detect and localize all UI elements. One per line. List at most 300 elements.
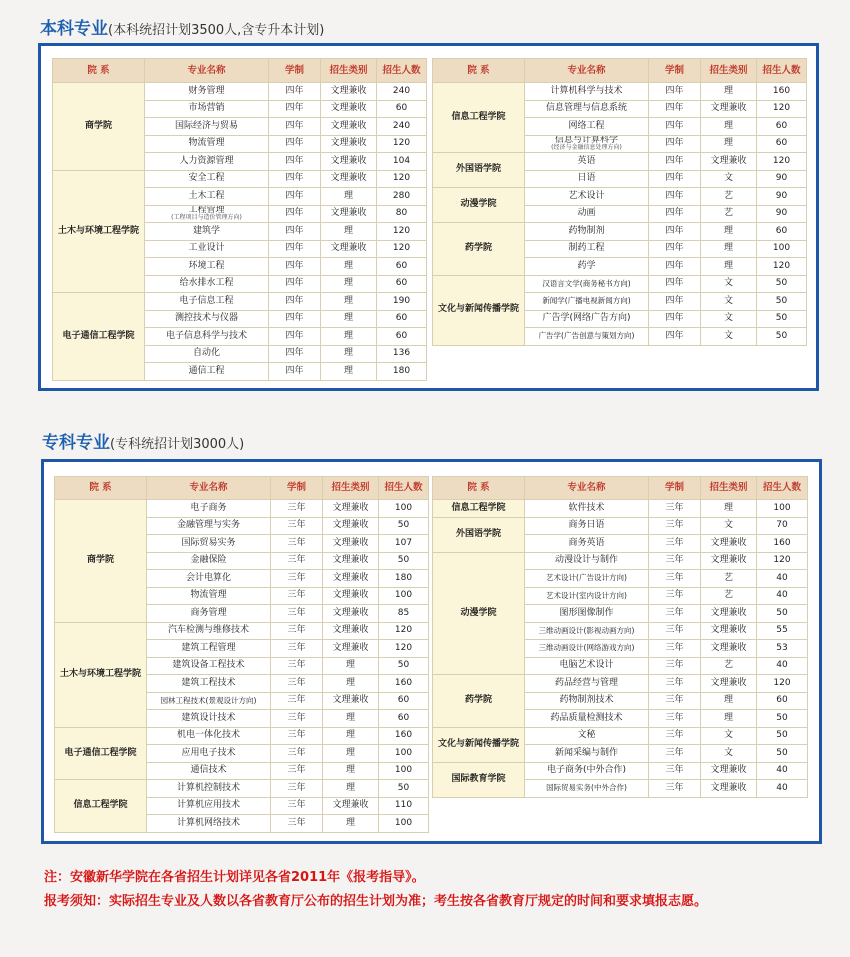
count-cell: 60 bbox=[379, 692, 429, 710]
years-cell: 三年 bbox=[271, 780, 323, 798]
years-cell: 三年 bbox=[271, 640, 323, 658]
category-cell: 文理兼收 bbox=[321, 118, 377, 136]
category-cell: 理 bbox=[701, 135, 757, 153]
major-header: 专业名称 bbox=[525, 59, 649, 83]
years-cell: 三年 bbox=[649, 587, 701, 605]
count-cell: 240 bbox=[377, 118, 427, 136]
major-cell: 环境工程 bbox=[145, 258, 269, 276]
major-cell bbox=[145, 205, 269, 223]
years-cell: 三年 bbox=[649, 640, 701, 658]
years-cell: 四年 bbox=[269, 310, 321, 328]
years-cell: 四年 bbox=[649, 205, 701, 223]
major-cell: 计算机控制技术 bbox=[147, 780, 271, 798]
category-cell: 理 bbox=[323, 780, 379, 798]
count-cell: 60 bbox=[377, 275, 427, 293]
major-direction: (工程项目与造价管理方向) bbox=[171, 214, 242, 222]
count-header: 招生人数 bbox=[377, 59, 427, 83]
table-row bbox=[433, 153, 807, 171]
years-header: 学制 bbox=[649, 59, 701, 83]
years-cell: 三年 bbox=[649, 692, 701, 710]
count-cell: 100 bbox=[757, 500, 808, 518]
count-cell: 60 bbox=[757, 692, 808, 710]
count-cell: 53 bbox=[757, 640, 808, 658]
dept-name-cell: 动漫学院 bbox=[433, 552, 525, 675]
years-cell: 三年 bbox=[271, 727, 323, 745]
category-cell: 文理兼收 bbox=[701, 640, 757, 658]
note-line-1: 注：安徽新华学院在各省招生计划详见各省2011年《报考指导》。 bbox=[44, 870, 425, 885]
years-cell: 三年 bbox=[271, 552, 323, 570]
dept-header: 院 系 bbox=[433, 59, 525, 83]
years-cell: 三年 bbox=[649, 727, 701, 745]
category-header: 招生类别 bbox=[701, 59, 757, 83]
category-cell: 理 bbox=[701, 240, 757, 258]
years-header: 学制 bbox=[271, 477, 323, 500]
major-cell: 安全工程 bbox=[145, 170, 269, 188]
years-cell: 三年 bbox=[649, 500, 701, 518]
category-header: 招生类别 bbox=[323, 477, 379, 500]
table-row bbox=[53, 170, 427, 188]
category-cell: 理 bbox=[701, 692, 757, 710]
major-cell: 艺术设计(广告设计方向) bbox=[525, 570, 649, 588]
years-cell: 四年 bbox=[649, 240, 701, 258]
category-cell: 艺 bbox=[701, 570, 757, 588]
major-cell: 会计电算化 bbox=[147, 570, 271, 588]
benke-section-title bbox=[40, 14, 324, 39]
count-cell: 50 bbox=[379, 552, 429, 570]
count-cell: 40 bbox=[757, 762, 808, 780]
major-cell: 药品经营与管理 bbox=[525, 675, 649, 693]
years-cell: 三年 bbox=[649, 762, 701, 780]
major-cell: 制药工程 bbox=[525, 240, 649, 258]
count-cell: 100 bbox=[379, 587, 429, 605]
count-cell: 40 bbox=[757, 587, 808, 605]
count-cell: 90 bbox=[757, 188, 807, 206]
major-cell: 商务管理 bbox=[147, 605, 271, 623]
years-cell: 四年 bbox=[649, 100, 701, 118]
count-cell: 55 bbox=[757, 622, 808, 640]
years-cell: 四年 bbox=[649, 310, 701, 328]
category-cell: 理 bbox=[321, 293, 377, 311]
category-cell: 艺 bbox=[701, 188, 757, 206]
years-cell: 三年 bbox=[271, 517, 323, 535]
count-cell: 60 bbox=[377, 258, 427, 276]
count-cell: 60 bbox=[757, 223, 807, 241]
major-cell: 商务英语 bbox=[525, 535, 649, 553]
table-header-row bbox=[433, 59, 807, 83]
category-cell: 理 bbox=[323, 657, 379, 675]
years-cell: 四年 bbox=[269, 345, 321, 363]
table-header-row bbox=[433, 477, 808, 500]
years-cell: 四年 bbox=[269, 83, 321, 101]
category-cell: 文理兼收 bbox=[321, 170, 377, 188]
category-cell: 文理兼收 bbox=[323, 570, 379, 588]
major-cell: 英语 bbox=[525, 153, 649, 171]
major-cell: 国际经济与贸易 bbox=[145, 118, 269, 136]
years-cell: 三年 bbox=[649, 745, 701, 763]
major-header: 专业名称 bbox=[145, 59, 269, 83]
category-cell: 文 bbox=[701, 328, 757, 346]
major-cell: 商务日语 bbox=[525, 517, 649, 535]
count-cell: 50 bbox=[757, 275, 807, 293]
major-cell: 广告学(广告创意与策划方向) bbox=[525, 328, 649, 346]
category-cell: 理 bbox=[701, 710, 757, 728]
category-cell: 文理兼收 bbox=[321, 205, 377, 223]
category-cell: 理 bbox=[321, 275, 377, 293]
years-cell: 三年 bbox=[649, 780, 701, 798]
count-header: 招生人数 bbox=[757, 477, 808, 500]
major-cell: 汽车检测与维修技术 bbox=[147, 622, 271, 640]
category-cell: 理 bbox=[321, 188, 377, 206]
years-cell: 四年 bbox=[649, 275, 701, 293]
major-cell: 药品质量检测技术 bbox=[525, 710, 649, 728]
category-cell: 文理兼收 bbox=[321, 240, 377, 258]
years-cell: 四年 bbox=[269, 205, 321, 223]
category-cell: 文理兼收 bbox=[323, 587, 379, 605]
zhuanke-title-main: 专科专业 bbox=[42, 433, 110, 453]
category-cell: 理 bbox=[323, 727, 379, 745]
category-cell: 理 bbox=[323, 745, 379, 763]
major-cell: 动漫设计与制作 bbox=[525, 552, 649, 570]
years-cell: 三年 bbox=[649, 675, 701, 693]
count-cell: 50 bbox=[757, 328, 807, 346]
major-cell: 金融保险 bbox=[147, 552, 271, 570]
category-cell: 艺 bbox=[701, 657, 757, 675]
count-cell: 100 bbox=[379, 815, 429, 833]
years-cell: 三年 bbox=[271, 692, 323, 710]
table-row bbox=[55, 622, 429, 640]
category-cell: 文理兼收 bbox=[323, 797, 379, 815]
category-cell: 文理兼收 bbox=[701, 780, 757, 798]
years-cell: 四年 bbox=[269, 363, 321, 381]
major-cell: 软件技术 bbox=[525, 500, 649, 518]
major-cell: 计算机科学与技术 bbox=[525, 83, 649, 101]
count-cell: 100 bbox=[379, 500, 429, 518]
category-cell: 文 bbox=[701, 310, 757, 328]
major-cell: 计算机应用技术 bbox=[147, 797, 271, 815]
dept-name-cell: 外国语学院 bbox=[433, 153, 525, 188]
table-row bbox=[55, 780, 429, 798]
count-cell: 107 bbox=[379, 535, 429, 553]
category-cell: 文理兼收 bbox=[701, 552, 757, 570]
major-cell: 建筑工程技术 bbox=[147, 675, 271, 693]
years-cell: 四年 bbox=[269, 100, 321, 118]
years-cell: 三年 bbox=[649, 570, 701, 588]
years-header: 学制 bbox=[269, 59, 321, 83]
years-cell: 四年 bbox=[269, 293, 321, 311]
category-cell: 文理兼收 bbox=[323, 640, 379, 658]
years-cell: 三年 bbox=[271, 797, 323, 815]
category-cell: 艺 bbox=[701, 587, 757, 605]
count-cell: 120 bbox=[757, 153, 807, 171]
years-cell: 四年 bbox=[269, 153, 321, 171]
major-cell: 汉语言文学(商务秘书方向) bbox=[525, 275, 649, 293]
count-cell: 50 bbox=[757, 710, 808, 728]
category-cell: 文理兼收 bbox=[701, 675, 757, 693]
years-cell: 三年 bbox=[649, 535, 701, 553]
count-cell: 104 bbox=[377, 153, 427, 171]
years-cell: 四年 bbox=[649, 153, 701, 171]
dept-name-cell: 药学院 bbox=[433, 223, 525, 276]
years-cell: 四年 bbox=[269, 118, 321, 136]
count-cell: 85 bbox=[379, 605, 429, 623]
major-cell: 计算机网络技术 bbox=[147, 815, 271, 833]
years-cell: 四年 bbox=[269, 275, 321, 293]
table-row bbox=[53, 83, 427, 101]
count-cell: 280 bbox=[377, 188, 427, 206]
category-header: 招生类别 bbox=[701, 477, 757, 500]
count-cell: 60 bbox=[757, 118, 807, 136]
years-cell: 四年 bbox=[649, 118, 701, 136]
major-cell: 通信技术 bbox=[147, 762, 271, 780]
category-cell: 文 bbox=[701, 727, 757, 745]
zhuanke-right-table bbox=[432, 476, 808, 798]
dept-name-cell: 药学院 bbox=[433, 675, 525, 728]
count-cell: 90 bbox=[757, 205, 807, 223]
count-cell: 60 bbox=[377, 328, 427, 346]
dept-header: 院 系 bbox=[55, 477, 147, 500]
years-cell: 四年 bbox=[269, 240, 321, 258]
table-row bbox=[433, 517, 808, 535]
count-cell: 136 bbox=[377, 345, 427, 363]
count-cell: 180 bbox=[377, 363, 427, 381]
category-cell: 文理兼收 bbox=[701, 762, 757, 780]
count-header: 招生人数 bbox=[379, 477, 429, 500]
category-cell: 文 bbox=[701, 275, 757, 293]
major-cell: 药学 bbox=[525, 258, 649, 276]
count-header: 招生人数 bbox=[757, 59, 807, 83]
major-cell: 物流管理 bbox=[145, 135, 269, 153]
table-row bbox=[433, 223, 807, 241]
count-cell: 120 bbox=[377, 240, 427, 258]
major-header: 专业名称 bbox=[147, 477, 271, 500]
years-cell: 四年 bbox=[649, 170, 701, 188]
category-cell: 文 bbox=[701, 170, 757, 188]
years-cell: 四年 bbox=[269, 188, 321, 206]
major-cell: 应用电子技术 bbox=[147, 745, 271, 763]
category-cell: 文理兼收 bbox=[321, 135, 377, 153]
category-cell: 文理兼收 bbox=[323, 500, 379, 518]
category-cell: 文理兼收 bbox=[323, 605, 379, 623]
count-cell: 160 bbox=[379, 727, 429, 745]
years-cell: 三年 bbox=[271, 675, 323, 693]
category-cell: 理 bbox=[321, 310, 377, 328]
major-cell: 电子商务 bbox=[147, 500, 271, 518]
major-cell: 日语 bbox=[525, 170, 649, 188]
major-cell: 国际贸易实务(中外合作) bbox=[525, 780, 649, 798]
major-cell: 药物制剂技术 bbox=[525, 692, 649, 710]
count-cell: 50 bbox=[757, 293, 807, 311]
count-cell: 80 bbox=[377, 205, 427, 223]
table-row bbox=[433, 727, 808, 745]
category-cell: 理 bbox=[321, 223, 377, 241]
major-cell: 通信工程 bbox=[145, 363, 269, 381]
major-cell: 建筑设计技术 bbox=[147, 710, 271, 728]
count-cell: 100 bbox=[757, 240, 807, 258]
major-cell: 广告学(网络广告方向) bbox=[525, 310, 649, 328]
dept-name-cell: 动漫学院 bbox=[433, 188, 525, 223]
major-direction: (经济与金融信息处理方向) bbox=[551, 144, 622, 152]
count-cell: 60 bbox=[377, 310, 427, 328]
count-cell: 40 bbox=[757, 657, 808, 675]
category-cell: 文 bbox=[701, 745, 757, 763]
count-cell: 50 bbox=[757, 605, 808, 623]
count-cell: 60 bbox=[379, 710, 429, 728]
table-header-row bbox=[55, 477, 429, 500]
count-cell: 90 bbox=[757, 170, 807, 188]
count-cell: 120 bbox=[377, 223, 427, 241]
category-cell: 文理兼收 bbox=[701, 605, 757, 623]
major-cell: 自动化 bbox=[145, 345, 269, 363]
count-cell: 190 bbox=[377, 293, 427, 311]
major-cell: 国际贸易实务 bbox=[147, 535, 271, 553]
category-cell: 理 bbox=[701, 258, 757, 276]
count-cell: 120 bbox=[377, 135, 427, 153]
count-cell: 110 bbox=[379, 797, 429, 815]
years-cell: 三年 bbox=[271, 570, 323, 588]
category-cell: 理 bbox=[321, 345, 377, 363]
major-cell: 园林工程技术(景观设计方向) bbox=[147, 692, 271, 710]
major-cell: 动画 bbox=[525, 205, 649, 223]
category-cell: 文理兼收 bbox=[321, 100, 377, 118]
count-cell: 160 bbox=[757, 83, 807, 101]
count-cell: 180 bbox=[379, 570, 429, 588]
benke-title-main: 本科专业 bbox=[40, 19, 108, 39]
years-cell: 三年 bbox=[271, 657, 323, 675]
years-cell: 四年 bbox=[649, 328, 701, 346]
dept-name-cell: 信息工程学院 bbox=[433, 500, 525, 518]
category-cell: 文理兼收 bbox=[701, 100, 757, 118]
category-cell: 文理兼收 bbox=[323, 517, 379, 535]
major-cell: 三维动画设计(网络游戏方向) bbox=[525, 640, 649, 658]
years-header: 学制 bbox=[649, 477, 701, 500]
count-cell: 120 bbox=[757, 258, 807, 276]
dept-name-cell: 土木与环境工程学院 bbox=[53, 170, 145, 293]
category-cell: 文理兼收 bbox=[701, 622, 757, 640]
count-cell: 160 bbox=[379, 675, 429, 693]
table-row bbox=[433, 188, 807, 206]
benke-right-table bbox=[432, 58, 807, 346]
count-cell: 40 bbox=[757, 570, 808, 588]
years-cell: 三年 bbox=[649, 710, 701, 728]
category-cell: 理 bbox=[321, 258, 377, 276]
zhuanke-title-sub: (专科统招计划3000人) bbox=[110, 437, 245, 452]
years-cell: 四年 bbox=[649, 83, 701, 101]
count-cell: 50 bbox=[757, 745, 808, 763]
category-cell: 文理兼收 bbox=[701, 535, 757, 553]
years-cell: 四年 bbox=[269, 258, 321, 276]
table-row bbox=[433, 552, 808, 570]
major-cell: 物流管理 bbox=[147, 587, 271, 605]
years-cell: 三年 bbox=[271, 535, 323, 553]
table-row bbox=[53, 293, 427, 311]
years-cell: 四年 bbox=[649, 293, 701, 311]
dept-name-cell: 电子通信工程学院 bbox=[53, 293, 145, 381]
category-cell: 理 bbox=[701, 223, 757, 241]
count-cell: 160 bbox=[757, 535, 808, 553]
years-cell: 三年 bbox=[271, 500, 323, 518]
major-cell: 信息管理与信息系统 bbox=[525, 100, 649, 118]
count-cell: 50 bbox=[757, 727, 808, 745]
category-cell: 文 bbox=[701, 517, 757, 535]
years-cell: 四年 bbox=[269, 223, 321, 241]
major-cell: 新闻学(广播电视新闻方向) bbox=[525, 293, 649, 311]
count-cell: 120 bbox=[377, 170, 427, 188]
category-cell: 理 bbox=[323, 675, 379, 693]
major-cell: 电子信息工程 bbox=[145, 293, 269, 311]
count-cell: 50 bbox=[757, 310, 807, 328]
category-cell: 文理兼收 bbox=[321, 153, 377, 171]
years-cell: 四年 bbox=[269, 170, 321, 188]
table-row bbox=[55, 500, 429, 518]
years-cell: 三年 bbox=[649, 517, 701, 535]
count-cell: 240 bbox=[377, 83, 427, 101]
category-cell: 文理兼收 bbox=[323, 622, 379, 640]
major-cell: 网络工程 bbox=[525, 118, 649, 136]
dept-name-cell: 商学院 bbox=[55, 500, 147, 623]
count-cell: 60 bbox=[757, 135, 807, 153]
years-cell: 三年 bbox=[271, 622, 323, 640]
major-cell: 建筑工程管理 bbox=[147, 640, 271, 658]
count-cell: 120 bbox=[379, 640, 429, 658]
major-cell: 建筑设备工程技术 bbox=[147, 657, 271, 675]
dept-header: 院 系 bbox=[433, 477, 525, 500]
dept-header: 院 系 bbox=[53, 59, 145, 83]
dept-name-cell: 土木与环境工程学院 bbox=[55, 622, 147, 727]
category-cell: 理 bbox=[701, 500, 757, 518]
major-cell: 土木工程 bbox=[145, 188, 269, 206]
table-row bbox=[433, 83, 807, 101]
category-cell: 文理兼收 bbox=[323, 535, 379, 553]
years-cell: 四年 bbox=[649, 223, 701, 241]
major-header: 专业名称 bbox=[525, 477, 649, 500]
benke-title-sub: (本科统招计划3500人,含专升本计划) bbox=[108, 23, 325, 38]
category-cell: 理 bbox=[701, 118, 757, 136]
major-cell: 药物制剂 bbox=[525, 223, 649, 241]
category-cell: 文理兼收 bbox=[323, 552, 379, 570]
count-cell: 40 bbox=[757, 780, 808, 798]
dept-name-cell: 文化与新闻传播学院 bbox=[433, 275, 525, 345]
major-cell: 新闻采编与制作 bbox=[525, 745, 649, 763]
table-row bbox=[433, 500, 808, 518]
years-cell: 三年 bbox=[271, 587, 323, 605]
benke-left-table bbox=[52, 58, 427, 381]
count-cell: 50 bbox=[379, 657, 429, 675]
table-row bbox=[433, 275, 807, 293]
category-cell: 文理兼收 bbox=[323, 692, 379, 710]
years-cell: 三年 bbox=[649, 622, 701, 640]
major-cell: 财务管理 bbox=[145, 83, 269, 101]
table-header-row bbox=[53, 59, 427, 83]
years-cell: 四年 bbox=[269, 135, 321, 153]
years-cell: 三年 bbox=[649, 552, 701, 570]
major-name: 信息与计算科学 bbox=[554, 135, 618, 146]
table-row bbox=[55, 727, 429, 745]
note-line-2: 报考须知：实际招生专业及人数以各省教育厅公布的招生计划为准；考生按各省教育厅规定的时间和要求填报志愿。 bbox=[44, 894, 708, 909]
category-cell: 理 bbox=[321, 328, 377, 346]
major-cell: 艺术设计(室内设计方向) bbox=[525, 587, 649, 605]
major-cell: 给水排水工程 bbox=[145, 275, 269, 293]
years-cell: 三年 bbox=[271, 815, 323, 833]
years-cell: 三年 bbox=[271, 710, 323, 728]
category-cell: 理 bbox=[323, 762, 379, 780]
category-cell: 理 bbox=[323, 710, 379, 728]
major-cell: 电子信息科学与技术 bbox=[145, 328, 269, 346]
zhuanke-left-table bbox=[54, 476, 429, 833]
dept-name-cell: 电子通信工程学院 bbox=[55, 727, 147, 780]
major-cell: 三维动画设计(影视动画方向) bbox=[525, 622, 649, 640]
dept-name-cell: 外国语学院 bbox=[433, 517, 525, 552]
category-cell: 理 bbox=[701, 83, 757, 101]
